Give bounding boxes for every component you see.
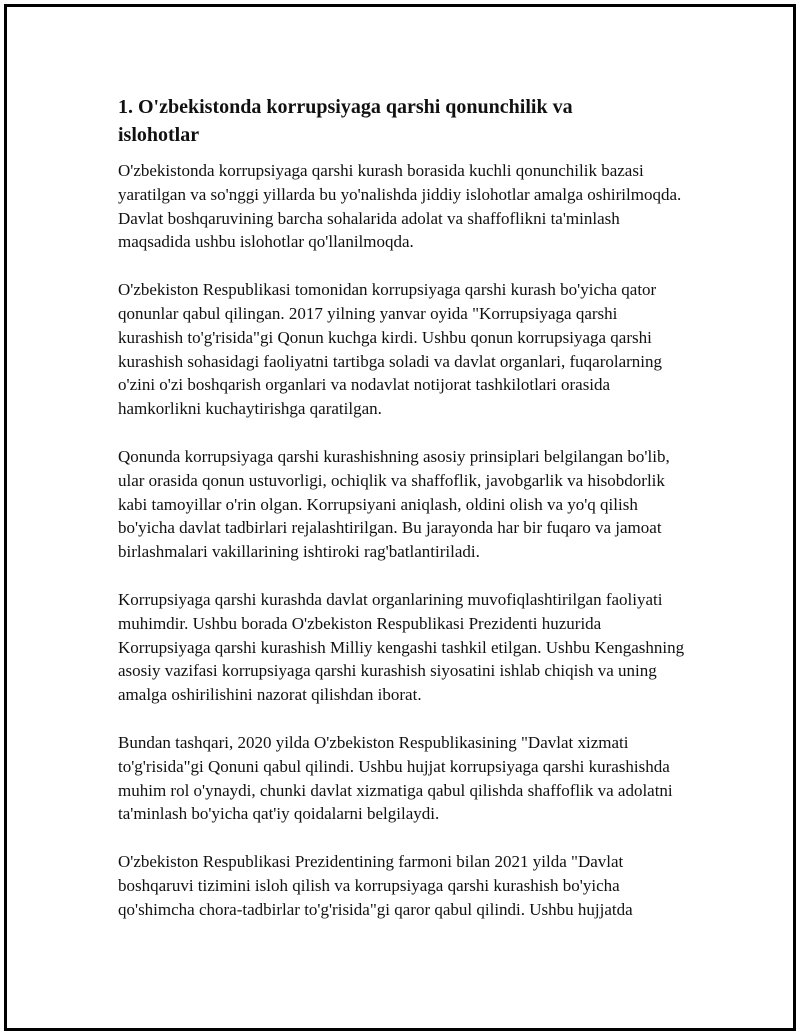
paragraph-2: O'zbekiston Respublikasi tomonidan korrupsiyaga qarshi kurash bo'yicha qator qonunlar qabul qilingan. 2017 yilning yanvar oyida "Korrupsiyaga qarshi kurashish to'g'risida"gi Qonun kuchga kirdi. Ushbu qonun korrupsiyaga qarshi kurashish sohasidagi faoliyatni tartibga soladi va davlat organlari, fuqarolarning o'zini o'zi boshqarish organlari va nodavlat notijorat tashkilotlari orasida hamkorlikni kuchaytirishga qaratilgan. bbox=[118, 280, 663, 419]
section-heading: 1. O'zbekistonda korrupsiyaga qarshi qonunchilik va islohotlar bbox=[118, 96, 573, 146]
paragraph-3: Qonunda korrupsiyaga qarshi kurashishning asosiy prinsiplari belgilangan bo'lib, ular orasida qonun ustuvorligi, ochiqlik va shaffoflik, javobgarlik va hisobdorlik kabi tamoyillar o'rin olgan. Korrupsiyani aniqlash, oldini olish va yo'q qilish bo'yicha davlat tadbirlari rejalashtirilgan. Bu jarayonda har bir fuqaro va jamoat birlashmalari vakillarining ishtiroki rag'batlantiriladi. bbox=[118, 446, 670, 562]
document-body bbox=[118, 93, 693, 946]
paragraph-1: O'zbekistonda korrupsiyaga qarshi kurash borasida kuchli qonunchilik bazasi yaratilgan va so'nggi yillarda bu yo'nalishda jiddiy islohotlar amalga oshirilmoqda. Davlat boshqaruvining barcha sohalarida adolat va shaffoflikni ta'minlash maqsadida ushbu islohotlar qo'llanilmoqda. bbox=[118, 161, 682, 252]
paragraph-5: Bundan tashqari, 2020 yilda O'zbekiston Respublikasining "Davlat xizmati to'g'risida"gi Qonuni qabul qilindi. Ushbu hujjat korrupsiyaga qarshi kurashishda muhim rol o'ynaydi, chunki davlat xizmatiga qabul qilishda shaffoflik va adolatni ta'minlash bo'yicha qat'iy qoidalarni belgilaydi. bbox=[118, 732, 673, 824]
paragraph-4: Korrupsiyaga qarshi kurashda davlat organlarining muvofiqlashtirilgan faoliyati muhimdir. Ushbu borada O'zbekiston Respublikasi Prezidenti huzurida Korrupsiyaga qarshi kurashish Milliy kengashi tashkil etilgan. Ushbu Kengashning asosiy vazifasi korrupsiyaga qarshi kurashish siyosatini ishlab chiqish va uning amalga oshirilishini nazorat qilishdan iborat. bbox=[118, 589, 685, 705]
paragraph-6: O'zbekiston Respublikasi Prezidentining farmoni bilan 2021 yilda "Davlat boshqaruvi tizimini isloh qilish va korrupsiyaga qarshi kurashish bo'yicha qo'shimcha chora-tadbirlar to'g'risida"gi qaror qabul qilindi. Ushbu hujjatda bbox=[118, 852, 633, 919]
